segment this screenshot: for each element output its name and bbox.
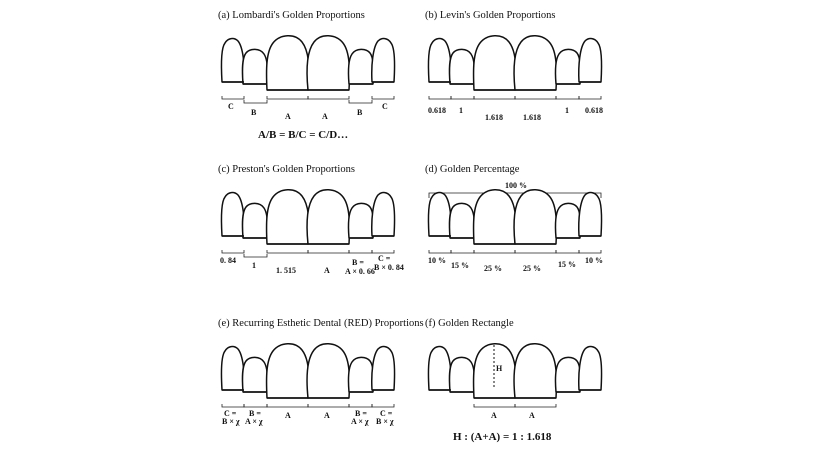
teeth-outline xyxy=(221,190,394,244)
panel-title: (e) Recurring Esthetic Dental (RED) Proportions xyxy=(218,318,424,329)
measure-brackets xyxy=(222,250,394,257)
panel-title: (b) Levin's Golden Proportions xyxy=(425,10,556,21)
label-right-lateral: 1 xyxy=(565,106,569,115)
tooth-left-lateral xyxy=(449,49,474,84)
tooth-right-central xyxy=(307,36,349,90)
tooth-left-canine xyxy=(221,347,244,390)
tooth-left-central xyxy=(474,190,516,244)
label-right-c-expr: B × χ xyxy=(376,417,394,426)
measure-brackets xyxy=(429,250,601,253)
label-lateral-left: 1 xyxy=(252,261,256,270)
teeth-diagram xyxy=(425,164,625,314)
tooth-right-central xyxy=(307,190,349,244)
tooth-left-central xyxy=(474,344,516,398)
label-pct-2: 15 % xyxy=(451,261,469,270)
label-pct-3: 25 % xyxy=(484,264,502,273)
tooth-right-canine xyxy=(579,39,602,82)
label-pct-5: 15 % xyxy=(558,260,576,269)
label-left-b-eq: B = xyxy=(249,409,261,418)
tooth-left-canine xyxy=(428,39,451,82)
teeth-outline xyxy=(428,190,601,244)
label-a-left: A xyxy=(491,411,497,420)
label-b-right: B xyxy=(357,108,363,117)
label-right-central: 1.618 xyxy=(523,113,541,122)
tooth-left-lateral xyxy=(449,203,474,238)
tooth-left-lateral xyxy=(449,357,474,392)
panel-golden-rectangle xyxy=(425,318,625,468)
tooth-left-central xyxy=(474,36,516,90)
label-total: 100 % xyxy=(505,181,527,190)
teeth-diagram xyxy=(218,318,418,468)
tooth-right-canine xyxy=(579,193,602,236)
label-c-right: C xyxy=(382,102,388,111)
tooth-left-lateral xyxy=(242,357,267,392)
tooth-right-canine xyxy=(372,347,395,390)
teeth-diagram xyxy=(425,10,625,160)
tooth-left-canine xyxy=(221,39,244,82)
tooth-left-canine xyxy=(221,193,244,236)
measure-brackets xyxy=(474,404,556,407)
label-right-c-eq: C = xyxy=(380,409,393,418)
label-outer-left: 0. 84 xyxy=(220,256,236,265)
label-left-b-expr: A × χ xyxy=(245,417,263,426)
label-a-right: A xyxy=(322,112,328,121)
tooth-right-lateral xyxy=(348,357,373,392)
tooth-right-central xyxy=(307,344,349,398)
label-c-expr: B × 0. 84 xyxy=(374,263,404,272)
label-h: H xyxy=(496,364,503,373)
tooth-left-lateral xyxy=(242,49,267,84)
label-a-left: A xyxy=(285,411,291,420)
measure-brackets xyxy=(222,404,394,407)
label-a-right: A xyxy=(529,411,535,420)
panel-title: (d) Golden Percentage xyxy=(425,164,520,175)
teeth-outline xyxy=(221,344,394,398)
formula: A/B = B/C = C/D… xyxy=(258,129,349,141)
label-right-b-expr: A × χ xyxy=(351,417,369,426)
tooth-left-central xyxy=(267,344,309,398)
label-pct-4: 25 % xyxy=(523,264,541,273)
label-central-right: A xyxy=(324,266,330,275)
label-right-lateral-outer: 0.618 xyxy=(585,106,603,115)
label-b-expr: A × 0. 66 xyxy=(345,267,375,276)
label-left-c-expr: B × χ xyxy=(222,417,240,426)
tooth-left-canine xyxy=(428,193,451,236)
teeth-diagram xyxy=(218,10,418,160)
formula: H : (A+A) = 1 : 1.618 xyxy=(453,431,552,443)
label-central-left: 1. 515 xyxy=(276,266,296,275)
tooth-right-central xyxy=(514,190,556,244)
label-left-lateral-outer: 0.618 xyxy=(428,106,446,115)
label-left-c-eq: C = xyxy=(224,409,237,418)
panel-lombardi xyxy=(218,10,418,160)
label-b-eq: B = xyxy=(352,258,364,267)
panel-levin xyxy=(425,10,625,160)
label-a-left: A xyxy=(285,112,291,121)
teeth-diagram xyxy=(425,318,625,468)
label-left-lateral: 1 xyxy=(459,106,463,115)
label-right-b-eq: B = xyxy=(355,409,367,418)
label-pct-1: 10 % xyxy=(428,256,446,265)
tooth-right-central xyxy=(514,36,556,90)
tooth-right-canine xyxy=(372,193,395,236)
label-pct-6: 10 % xyxy=(585,256,603,265)
measure-brackets xyxy=(222,96,394,103)
tooth-left-canine xyxy=(428,347,451,390)
top-bracket xyxy=(429,193,601,198)
label-c-eq: C = xyxy=(378,254,391,263)
tooth-right-lateral xyxy=(555,203,580,238)
label-c-left: C xyxy=(228,102,234,111)
panel-red xyxy=(218,318,424,468)
tooth-right-lateral xyxy=(555,49,580,84)
label-b-left: B xyxy=(251,108,257,117)
panel-title: (f) Golden Rectangle xyxy=(425,318,514,329)
tooth-right-lateral xyxy=(348,49,373,84)
teeth-outline xyxy=(428,344,601,398)
tooth-right-canine xyxy=(372,39,395,82)
tooth-right-lateral xyxy=(348,203,373,238)
label-left-central: 1.618 xyxy=(485,113,503,122)
tooth-left-central xyxy=(267,190,309,244)
teeth-outline xyxy=(221,36,394,90)
panel-golden-percentage xyxy=(425,164,625,314)
measure-brackets xyxy=(429,96,601,99)
tooth-right-central xyxy=(514,344,556,398)
panel-preston xyxy=(218,164,418,314)
tooth-left-central xyxy=(267,36,309,90)
tooth-left-lateral xyxy=(242,203,267,238)
panel-title: (c) Preston's Golden Proportions xyxy=(218,164,355,175)
tooth-right-lateral xyxy=(555,357,580,392)
panel-title: (a) Lombardi's Golden Proportions xyxy=(218,10,365,21)
teeth-outline xyxy=(428,36,601,90)
tooth-right-canine xyxy=(579,347,602,390)
teeth-diagram xyxy=(218,164,418,314)
label-a-right: A xyxy=(324,411,330,420)
